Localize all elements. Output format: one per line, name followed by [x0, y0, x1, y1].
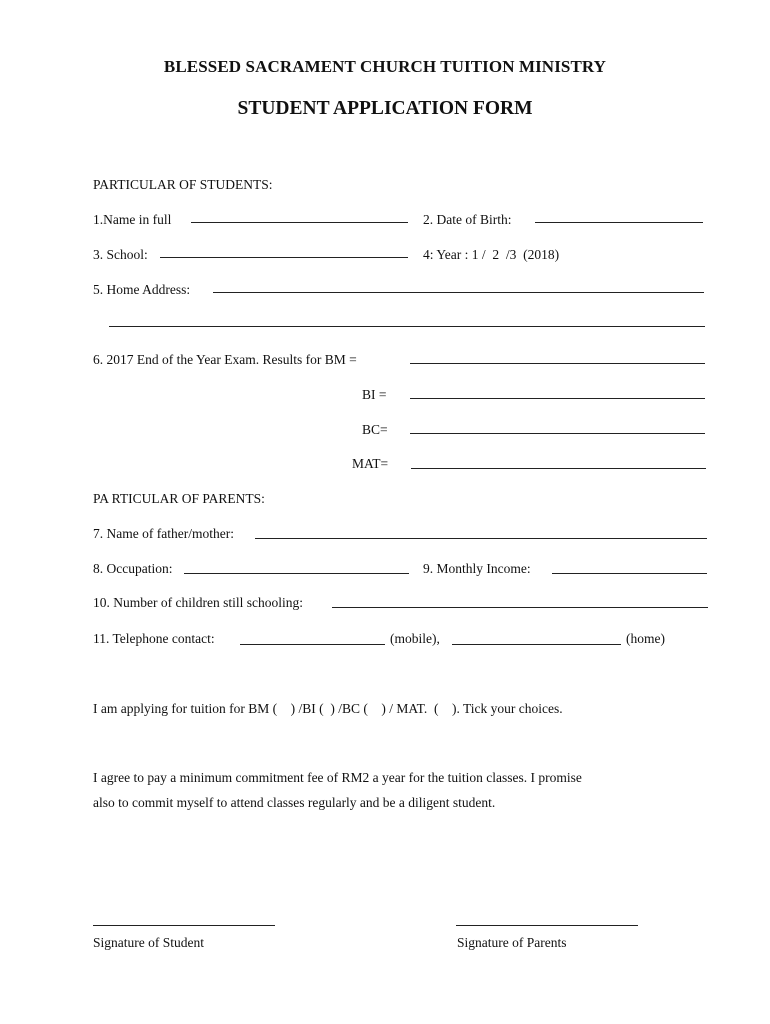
mobile-field[interactable]	[240, 644, 385, 645]
agreement-line-1: I agree to pay a minimum commitment fee of RM2 a year for the tuition classes. I promise	[93, 770, 582, 785]
results-bm-field[interactable]	[410, 363, 705, 364]
results-bc-field[interactable]	[410, 433, 705, 434]
results-bi-label: BI =	[362, 387, 387, 402]
results-bm-label: 6. 2017 End of the Year Exam. Results for BM =	[93, 352, 357, 367]
tuition-choice-statement: I am applying for tuition for BM ( ) /BI ( ) /BC ( ) / MAT. ( ). Tick your choices.	[93, 701, 563, 716]
student-signature-line[interactable]	[93, 925, 275, 926]
name-field[interactable]	[191, 222, 408, 223]
students-section-heading: PARTICULAR OF STUDENTS:	[93, 177, 273, 192]
occupation-label: 8. Occupation:	[93, 561, 173, 576]
parents-section-heading: PA RTICULAR OF PARENTS:	[93, 491, 265, 506]
results-bi-field[interactable]	[410, 398, 705, 399]
children-field[interactable]	[332, 607, 708, 608]
telephone-label: 11. Telephone contact:	[93, 631, 215, 646]
dob-field[interactable]	[535, 222, 703, 223]
results-mat-field[interactable]	[411, 468, 706, 469]
parents-signature-line[interactable]	[456, 925, 638, 926]
mobile-label: (mobile),	[390, 631, 440, 646]
school-label: 3. School:	[93, 247, 148, 262]
organization-title: BLESSED SACRAMENT CHURCH TUITION MINISTRY	[163, 57, 607, 76]
dob-label: 2. Date of Birth:	[423, 212, 512, 227]
home-label: (home)	[626, 631, 665, 646]
parents-signature-label: Signature of Parents	[457, 935, 567, 950]
results-mat-label: MAT=	[352, 456, 389, 471]
agreement-line-2: also to commit myself to attend classes regularly and be a diligent student.	[93, 795, 496, 810]
year-label: 4: Year : 1 / 2 /3 (2018)	[423, 247, 560, 262]
student-signature-label: Signature of Student	[93, 935, 204, 950]
name-label: 1.Name in full	[93, 212, 172, 227]
address-label: 5. Home Address:	[93, 282, 191, 297]
address-field-line2[interactable]	[109, 326, 705, 327]
school-field[interactable]	[160, 257, 408, 258]
parent-name-label: 7. Name of father/mother:	[93, 526, 234, 541]
form-title: STUDENT APPLICATION FORM	[237, 98, 533, 119]
income-field[interactable]	[552, 573, 707, 574]
income-label: 9. Monthly Income:	[423, 561, 531, 576]
home-phone-field[interactable]	[452, 644, 621, 645]
address-field-line1[interactable]	[213, 292, 704, 293]
occupation-field[interactable]	[184, 573, 409, 574]
results-bc-label: BC=	[362, 422, 388, 437]
parent-name-field[interactable]	[255, 538, 707, 539]
children-label: 10. Number of children still schooling:	[93, 595, 303, 610]
